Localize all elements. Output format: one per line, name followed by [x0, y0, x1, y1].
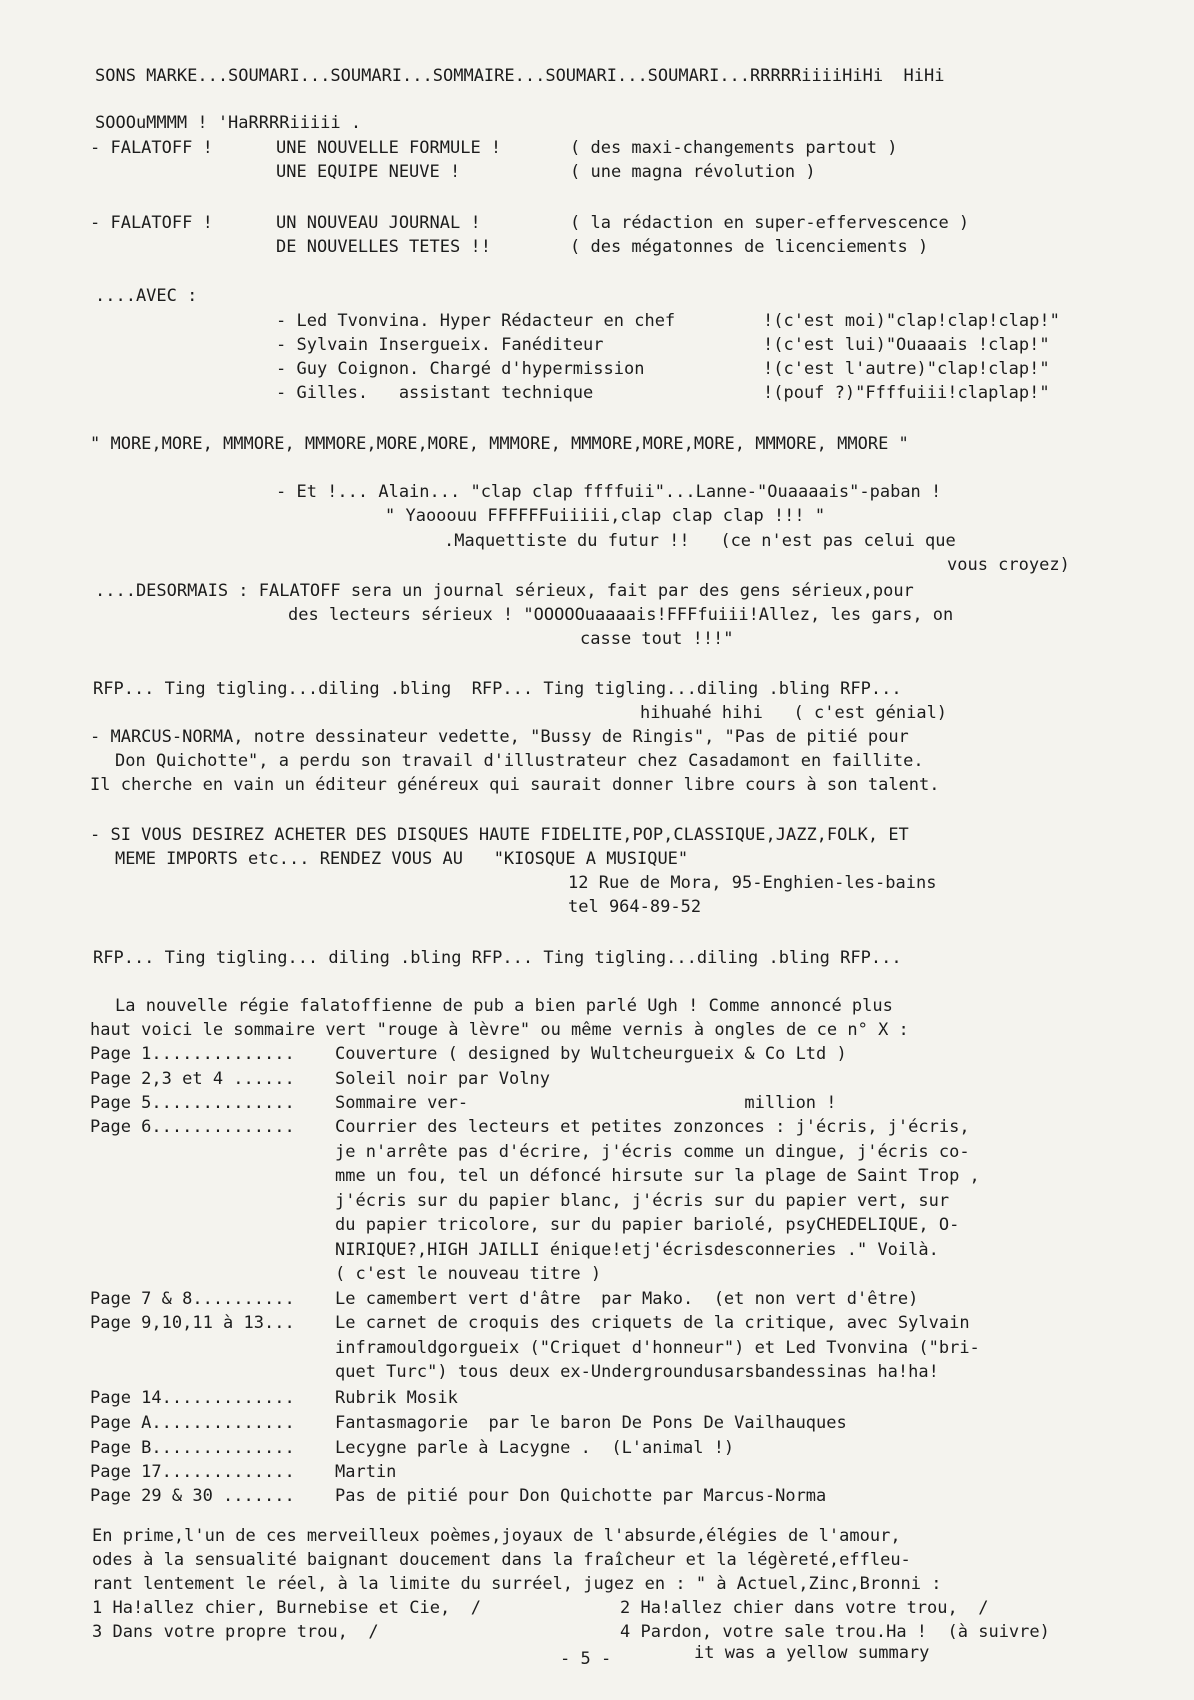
- sommaire-entry-text: mme un fou, tel un défoncé hirsute sur la plage de Saint Trop ,: [335, 1166, 980, 1186]
- rfp-jingle: RFP... Ting tigling...diling .bling RFP... Ting tigling...diling .bling RFP...: [93, 679, 902, 699]
- sommaire-page-label: Page 17.............: [90, 1462, 295, 1482]
- team-member-name: - Sylvain Insergueix. Fanéditeur: [276, 335, 604, 355]
- sommaire-entry-text: Lecygne parle à Lacygne . (L'animal !): [335, 1438, 735, 1458]
- page-number: - 5 -: [560, 1649, 612, 1669]
- tetes-text: DE NOUVELLES TETES !!: [276, 237, 491, 257]
- prime-line: En prime,l'un de ces merveilleux poèmes,joyaux de l'absurde,élégies de l'amour,: [92, 1526, 901, 1546]
- sommaire-page-label: Page 9,10,11 à 13...: [90, 1313, 295, 1333]
- team-member-name: - Led Tvonvina. Hyper Rédacteur en chef: [276, 311, 676, 331]
- sommaire-page-label: Page A..............: [90, 1413, 295, 1433]
- sommaire-entry-text: Martin: [335, 1462, 397, 1482]
- sommaire-entry-text: Le camembert vert d'âtre par Mako. (et non vert d'être): [335, 1289, 919, 1309]
- sommaire-page-label: Page B..............: [90, 1438, 295, 1458]
- sommaire-entry-text: Pas de pitié pour Don Quichotte par Marcus-Norma: [335, 1486, 827, 1506]
- poem-line: 1 Ha!allez chier, Burnebise et Cie, /: [92, 1598, 481, 1618]
- falatoff-label: - FALATOFF !: [90, 138, 213, 158]
- team-member-name: - Guy Coignon. Chargé d'hypermission: [276, 359, 645, 379]
- alain-line: .Maquettiste du futur !! (ce n'est pas celui que: [444, 531, 956, 551]
- marcus-line: Don Quichotte", a perdu son travail d'illustrateur chez Casadamont en faillite.: [115, 751, 924, 771]
- sommaire-entry-text: du papier tricolore, sur du papier bariolé, psyCHEDELIQUE, O-: [335, 1215, 960, 1235]
- disques-line: MEME IMPORTS etc... RENDEZ VOUS AU "KIOSQUE A MUSIQUE": [115, 849, 689, 869]
- regie-line: haut voici le sommaire vert "rouge à lèvre" ou même vernis à ongles de ce n° X :: [90, 1020, 909, 1040]
- alain-line: " Yaooouu FFFFFFuiiiii,clap clap clap !!! ": [385, 506, 826, 526]
- desormais-line: casse tout !!!": [580, 629, 734, 649]
- team-member-note: !(c'est moi)"clap!clap!clap!": [763, 311, 1060, 331]
- sommaire-entry-text: je n'arrête pas d'écrire, j'écris comme un dingue, j'écris co-: [335, 1141, 970, 1162]
- marcus-line: Il cherche en vain un éditeur généreux qui saurait donner libre cours à son talent.: [90, 775, 940, 795]
- sommaire-page-label: Page 5..............: [90, 1093, 295, 1113]
- sommaire-entry-text: Sommaire ver- million !: [335, 1093, 837, 1113]
- header-line: SONS MARKE...SOUMARI...SOUMARI...SOMMAIRE...SOUMARI...SOUMARI...RRRRRiiiiHiHi HiHi: [95, 66, 945, 86]
- team-member-note: !(pouf ?)"Ffffuiii!claplap!": [763, 383, 1050, 403]
- sommaire-entry-text: Rubrik Mosik: [335, 1388, 458, 1408]
- sommaire-entry-text: j'écris sur du papier blanc, j'écris sur du papier vert, sur: [335, 1190, 950, 1211]
- falatoff-label: - FALATOFF !: [90, 213, 213, 233]
- journal-note: ( la rédaction en super-effervescence ): [570, 213, 970, 233]
- rfp-jingle: RFP... Ting tigling... diling .bling RFP... Ting tigling...diling .bling RFP...: [93, 948, 902, 968]
- journal-text: UN NOUVEAU JOURNAL !: [276, 213, 481, 233]
- team-member-note: !(c'est lui)"Ouaaais !clap!": [763, 335, 1050, 355]
- regie-line: La nouvelle régie falatoffienne de pub a bien parlé Ugh ! Comme annoncé plus: [115, 996, 893, 1016]
- sommaire-page-label: Page 2,3 et 4 ......: [90, 1069, 295, 1089]
- sommaire-entry-text: NIRIQUE?,HIGH JAILLI énique!etj'écrisdesconneries ." Voilà.: [335, 1239, 939, 1260]
- intro-exclamation: SOOOuMMMM ! 'HaRRRRiiiii .: [95, 113, 362, 133]
- team-member-name: - Gilles. assistant technique: [276, 383, 594, 403]
- sommaire-page-label: Page 1..............: [90, 1044, 295, 1064]
- desormais-line: des lecteurs sérieux ! "OOOOOuaaaais!FFFfuiii!Allez, les gars, on: [288, 605, 954, 625]
- prime-line: odes à la sensualité baignant doucement dans la fraîcheur et la légèreté,efflеu-: [92, 1550, 911, 1570]
- alain-line: - Et !... Alain... "clap clap ffffuii"...Lanne-"Ouaaaais"-paban !: [276, 482, 942, 502]
- prime-line: rant lentement le réel, à la limite du surréel, jugez en : " à Actuel,Zinc,Bronni :: [92, 1574, 942, 1594]
- footer-note: it was a yellow summary: [694, 1643, 930, 1663]
- sommaire-entry-text: Couverture ( designed by Wultcheurgueix & Co Ltd ): [335, 1044, 847, 1064]
- poem-line: 3 Dans votre propre trou, /: [92, 1622, 379, 1642]
- tetes-note: ( des mégatonnes de licenciements ): [570, 237, 929, 257]
- team-member-note: !(c'est l'autre)"clap!clap!": [763, 359, 1050, 379]
- sommaire-page-label: Page 7 & 8..........: [90, 1289, 295, 1309]
- sommaire-page-label: Page 29 & 30 .......: [90, 1486, 295, 1506]
- sommaire-entry-text: Fantasmagorie par le baron De Pons De Vailhauques: [335, 1413, 847, 1433]
- alain-line: vous croyez): [947, 555, 1070, 575]
- sommaire-page-label: Page 6..............: [90, 1117, 295, 1137]
- poem-line: 2 Ha!allez chier dans votre trou, /: [620, 1598, 989, 1618]
- disques-address: 12 Rue de Mora, 95-Enghien-les-bains: [568, 873, 937, 893]
- sommaire-entry-text: Soleil noir par Volny: [335, 1069, 550, 1089]
- sommaire-entry-text: Courrier des lecteurs et petites zonzonces : j'écris, j'écris,: [335, 1117, 970, 1137]
- sommaire-page-label: Page 14.............: [90, 1388, 295, 1408]
- rfp-jingle: hihuahé hihi ( c'est génial): [640, 703, 948, 723]
- poem-line: 4 Pardon, votre sale trou.Ha ! (à suivre): [620, 1622, 1050, 1642]
- equipe-text: UNE EQUIPE NEUVE !: [276, 162, 461, 182]
- more-line: " MORE,MORE, MMMORE, MMMORE,MORE,MORE, MMMORE, MMMORE,MORE,MORE, MMMORE, MMORE ": [90, 434, 909, 454]
- sommaire-entry-text: Le carnet de croquis des criquets de la critique, avec Sylvain: [335, 1313, 970, 1333]
- avec-line: ....AVEC :: [95, 286, 198, 306]
- desormais-line: ....DESORMAIS : FALATOFF sera un journal sérieux, fait par des gens sérieux,pour: [95, 581, 914, 601]
- marcus-line: - MARCUS-NORMA, notre dessinateur vedette, "Bussy de Ringis", "Pas de pitié pour: [90, 727, 909, 747]
- disques-phone: tel 964-89-52: [568, 897, 702, 917]
- sommaire-entry-text: quet Turc") tous deux ex-Undergroundusarsbandessinas ha!ha!: [335, 1362, 939, 1382]
- disques-line: - SI VOUS DESIREZ ACHETER DES DISQUES HAUTE FIDELITE,POP,CLASSIQUE,JAZZ,FOLK, ET: [90, 825, 909, 845]
- formule-note: ( des maxi-changements partout ): [570, 138, 898, 158]
- sommaire-entry-text: inframouldgorgueix ("Criquet d'honneur") et Led Tvonvina ("bri-: [335, 1337, 980, 1358]
- formule-text: UNE NOUVELLE FORMULE !: [276, 138, 502, 158]
- equipe-note: ( une magna révolution ): [570, 162, 816, 182]
- sommaire-entry-text: ( c'est le nouveau titre ): [335, 1264, 602, 1284]
